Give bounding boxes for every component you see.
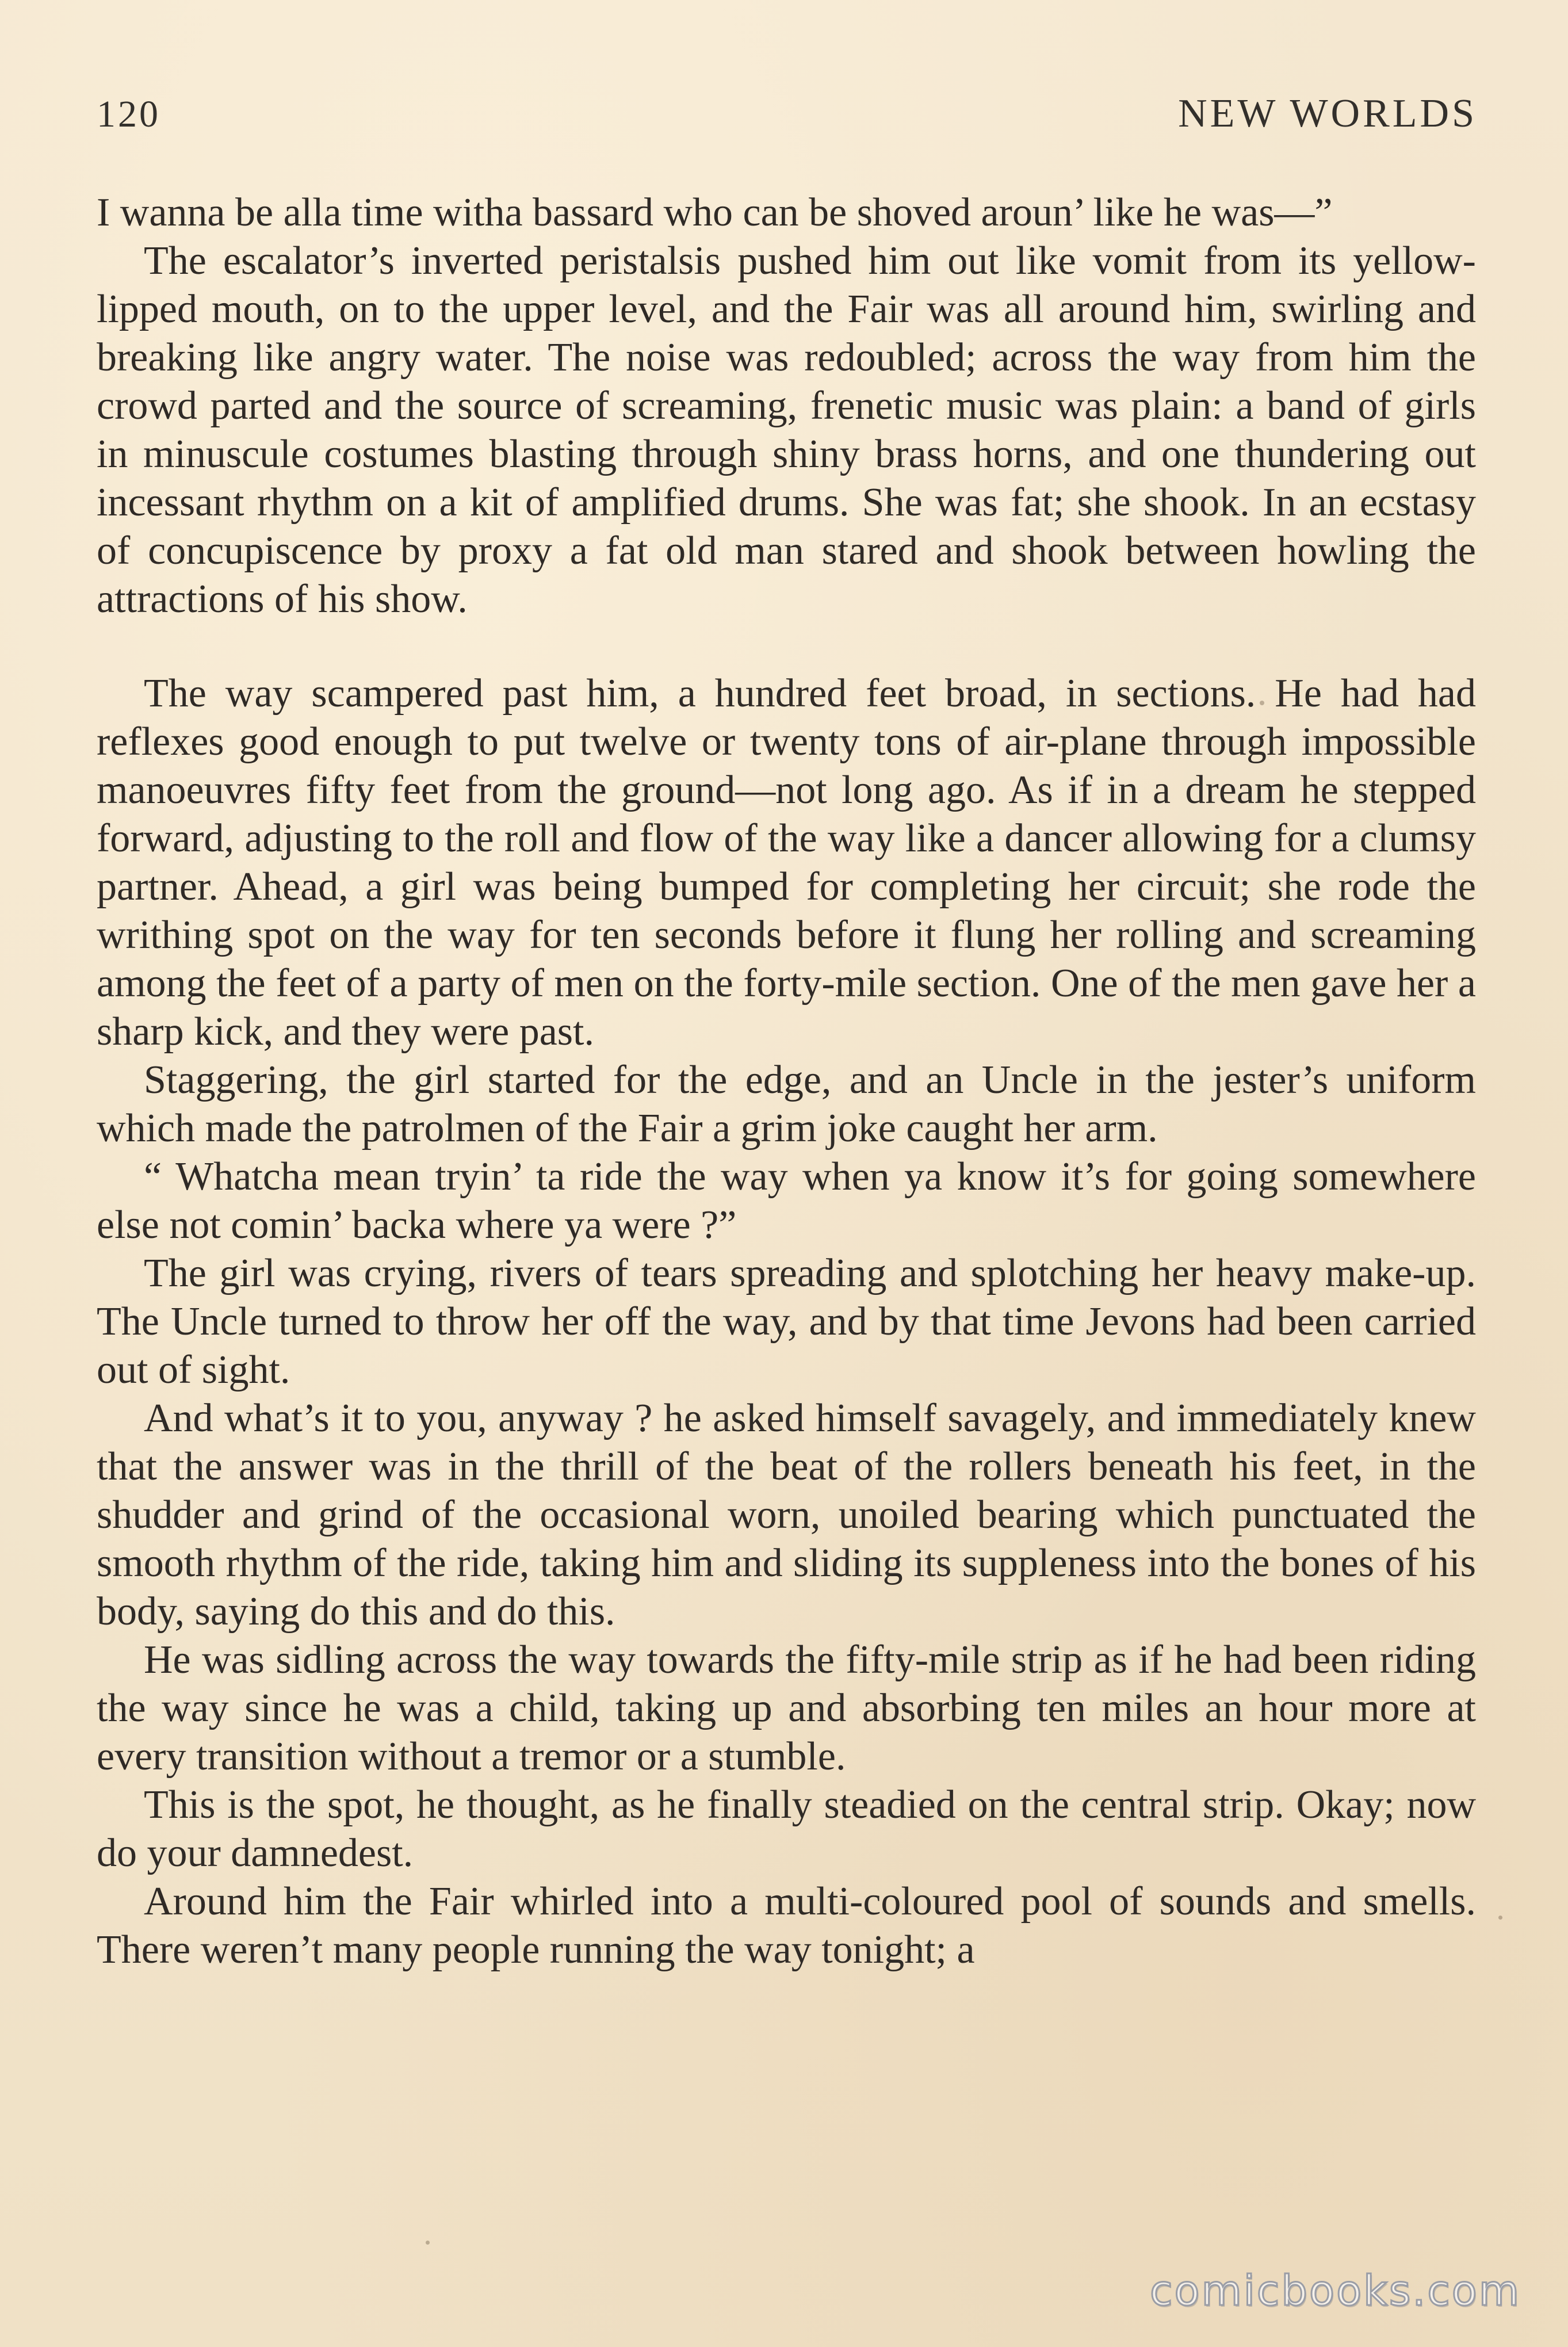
paragraph: I wanna be alla time witha bassard who can be shoved aroun’ like he was—” [97,190,1333,235]
paragraph: Staggering, the girl started for the edge, and an Uncle in the jester’s uniform which made the patrolmen of the Fair a grim joke caught her arm. [97,1058,1476,1150]
paper-speck [426,2241,430,2245]
paragraph: The girl was crying, rivers of tears spreading and splotching her heavy make-up. The Uncle turned to throw her off the way, and by that time Jevons had been carried out of sight. [97,1251,1476,1392]
paragraph: The escalator’s inverted peristalsis pushed him out like vomit from its yellow-lipped mouth, on to the upper level, and the Fair was all around him, swirling and breaking like angry water. The noise was redoubled; across the way from him the crowd parted and the source of screaming, frenetic music was plain: a band of girls in minuscule costumes blasting through shiny brass horns, and one thundering out incessant rhythm on a kit of amplified drums. She was fat; she shook. In an ecstasy of concupiscence by proxy a fat old man stared and shook between howling the attractions of his show. [97,239,1476,621]
paper-speck [1260,701,1264,705]
paragraph: Around him the Fair whirled into a multi-coloured pool of sounds and smells. There weren’t many people running the way tonight; a [97,1879,1476,1972]
page-number: 120 [97,93,160,135]
paragraph: And what’s it to you, anyway ? he asked himself savagely, and immediately knew that the answer was in the thrill of the beat of the rollers beneath his feet, in the shudder and grind of the occasional worn, unoiled bearing which punctuated the smooth rhythm of the ride, taking him and sliding its suppleness into the bones of his body, saying do this and do this. [97,1396,1476,1634]
watermark: comicbooks.com [1149,2266,1521,2315]
paragraph: He was sidling across the way towards the fifty-mile strip as if he had been riding the way since he was a child, taking up and absorbing ten miles an hour more at every transition without a tremor or a stumble. [97,1638,1476,1779]
body-text [97,189,1476,1974]
paragraph: “ Whatcha mean tryin’ ta ride the way when ya know it’s for going somewhere else not comin’ backa where ya were ?” [97,1155,1476,1247]
paper-speck [1498,1916,1502,1920]
paragraph: This is the spot, he thought, as he finally steadied on the central strip. Okay; now do your damnedest. [97,1783,1476,1875]
paragraph: The way scampered past him, a hundred feet broad, in sections. He had had reflexes good enough to put twelve or twenty tons of air-plane through impossible manoeuvres fifty feet from the ground—not long ago. As if in a dream he stepped forward, adjusting to the roll and flow of the way like a dancer allowing for a clumsy partner. Ahead, a girl was being bumped for completing her circuit; she rode the writhing spot on the way for ten seconds before it flung her rolling and screaming among the feet of a party of men on the forty-mile section. One of the men gave her a sharp kick, and they were past. [97,671,1476,1054]
running-title: NEW WORLDS [1178,91,1477,136]
paper-speck [726,1806,729,1810]
running-head [97,91,1477,143]
